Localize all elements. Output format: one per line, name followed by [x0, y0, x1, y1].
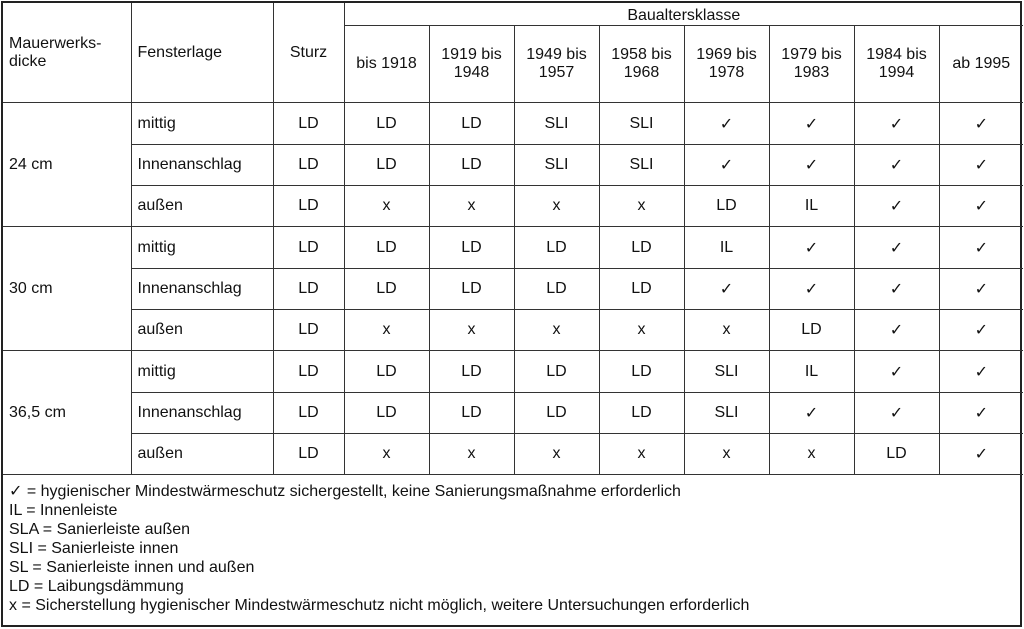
value-cell: ✓: [854, 227, 939, 269]
value-cell: x: [429, 434, 514, 475]
value-cell: SLI: [514, 145, 599, 186]
table-row: [3, 145, 1023, 186]
header-class-1: 1919 bis 1948: [429, 26, 514, 103]
value-cell: x: [514, 186, 599, 227]
table-row: [3, 103, 1023, 145]
value-cell: ✓: [769, 103, 854, 145]
value-cell: LD: [429, 145, 514, 186]
value-cell: ✓: [939, 310, 1023, 351]
table-row: [3, 227, 1023, 269]
value-cell: LD: [599, 227, 684, 269]
wall-thickness-cell: 30 cm: [3, 227, 131, 351]
value-cell: IL: [769, 186, 854, 227]
sturz-cell: LD: [273, 434, 344, 475]
header-class-5: 1979 bis 1983: [769, 26, 854, 103]
table-row: [3, 269, 1023, 310]
sturz-cell: LD: [273, 186, 344, 227]
legend-line: ✓ = hygienischer Mindestwärmeschutz sichergestellt, keine Sanierungsmaßnahme erforderlich: [9, 483, 681, 500]
sturz-cell: LD: [273, 227, 344, 269]
table-row: [3, 393, 1023, 434]
value-cell: x: [344, 186, 429, 227]
value-cell: LD: [344, 269, 429, 310]
value-cell: LD: [599, 269, 684, 310]
legend-line: IL = Innenleiste: [9, 502, 118, 519]
value-cell: x: [684, 310, 769, 351]
value-cell: ✓: [854, 186, 939, 227]
value-cell: ✓: [854, 103, 939, 145]
header-class-4: 1969 bis 1978: [684, 26, 769, 103]
sturz-cell: LD: [273, 351, 344, 393]
window-position-cell: außen: [131, 186, 273, 227]
header-wall-thickness: Mauerwerks- dicke: [3, 3, 131, 103]
table-row: [3, 434, 1023, 475]
value-cell: SLI: [514, 103, 599, 145]
legend-line: LD = Laibungsdämmung: [9, 578, 184, 595]
renovation-table: [3, 3, 1023, 475]
value-cell: ✓: [769, 269, 854, 310]
value-cell: LD: [344, 351, 429, 393]
window-position-cell: Innenanschlag: [131, 393, 273, 434]
value-cell: LD: [429, 103, 514, 145]
value-cell: LD: [429, 351, 514, 393]
value-cell: ✓: [769, 393, 854, 434]
value-cell: ✓: [854, 393, 939, 434]
value-cell: LD: [429, 269, 514, 310]
value-cell: LD: [429, 393, 514, 434]
window-position-cell: mittig: [131, 351, 273, 393]
value-cell: LD: [514, 351, 599, 393]
value-cell: ✓: [939, 103, 1023, 145]
sturz-cell: LD: [273, 310, 344, 351]
value-cell: x: [429, 186, 514, 227]
value-cell: ✓: [854, 145, 939, 186]
value-cell: x: [344, 434, 429, 475]
header-sturz: Sturz: [273, 3, 344, 103]
value-cell: x: [514, 310, 599, 351]
value-cell: ✓: [939, 186, 1023, 227]
value-cell: SLI: [684, 351, 769, 393]
value-cell: ✓: [684, 145, 769, 186]
value-cell: LD: [344, 145, 429, 186]
value-cell: x: [599, 434, 684, 475]
window-position-cell: mittig: [131, 103, 273, 145]
legend-line: SL = Sanierleiste innen und außen: [9, 559, 255, 576]
value-cell: x: [344, 310, 429, 351]
window-position-cell: Innenanschlag: [131, 145, 273, 186]
value-cell: ✓: [854, 269, 939, 310]
value-cell: LD: [344, 393, 429, 434]
sturz-cell: LD: [273, 269, 344, 310]
legend: [9, 482, 1019, 615]
value-cell: x: [684, 434, 769, 475]
window-position-cell: außen: [131, 310, 273, 351]
value-cell: ✓: [939, 434, 1023, 475]
header-class-7: ab 1995: [939, 26, 1023, 103]
value-cell: IL: [684, 227, 769, 269]
value-cell: ✓: [939, 269, 1023, 310]
value-cell: LD: [599, 351, 684, 393]
value-cell: x: [514, 434, 599, 475]
value-cell: ✓: [939, 351, 1023, 393]
value-cell: SLI: [599, 103, 684, 145]
value-cell: x: [599, 186, 684, 227]
table-frame: [1, 1, 1022, 627]
sturz-cell: LD: [273, 103, 344, 145]
header-class-2: 1949 bis 1957: [514, 26, 599, 103]
value-cell: LD: [429, 227, 514, 269]
sturz-cell: LD: [273, 393, 344, 434]
header-class-3: 1958 bis 1968: [599, 26, 684, 103]
value-cell: ✓: [939, 227, 1023, 269]
value-cell: LD: [769, 310, 854, 351]
value-cell: x: [769, 434, 854, 475]
sturz-cell: LD: [273, 145, 344, 186]
window-position-cell: Innenanschlag: [131, 269, 273, 310]
window-position-cell: außen: [131, 434, 273, 475]
value-cell: LD: [514, 269, 599, 310]
value-cell: ✓: [769, 145, 854, 186]
value-cell: ✓: [769, 227, 854, 269]
value-cell: ✓: [684, 103, 769, 145]
value-cell: ✓: [854, 310, 939, 351]
value-cell: LD: [514, 393, 599, 434]
value-cell: LD: [599, 393, 684, 434]
table-body: [3, 3, 1023, 475]
value-cell: x: [599, 310, 684, 351]
value-cell: LD: [854, 434, 939, 475]
window-position-cell: mittig: [131, 227, 273, 269]
value-cell: LD: [514, 227, 599, 269]
value-cell: SLI: [684, 393, 769, 434]
value-cell: ✓: [854, 351, 939, 393]
legend-line: SLA = Sanierleiste außen: [9, 521, 191, 538]
header-baualtersklasse: Baualtersklasse: [344, 3, 1023, 26]
header-window-position: Fensterlage: [131, 3, 273, 103]
wall-thickness-cell: 24 cm: [3, 103, 131, 227]
table-row: [3, 310, 1023, 351]
value-cell: IL: [769, 351, 854, 393]
value-cell: ✓: [939, 393, 1023, 434]
value-cell: LD: [684, 186, 769, 227]
value-cell: LD: [344, 227, 429, 269]
legend-line: SLI = Sanierleiste innen: [9, 540, 179, 557]
value-cell: LD: [344, 103, 429, 145]
header-class-6: 1984 bis 1994: [854, 26, 939, 103]
value-cell: ✓: [939, 145, 1023, 186]
wall-thickness-cell: 36,5 cm: [3, 351, 131, 475]
value-cell: SLI: [599, 145, 684, 186]
legend-line: x = Sicherstellung hygienischer Mindestwärmeschutz nicht möglich, weitere Untersuchungen erforderlich: [9, 597, 750, 614]
table-row: [3, 351, 1023, 393]
table-row: [3, 186, 1023, 227]
header-class-0: bis 1918: [344, 26, 429, 103]
value-cell: x: [429, 310, 514, 351]
value-cell: ✓: [684, 269, 769, 310]
